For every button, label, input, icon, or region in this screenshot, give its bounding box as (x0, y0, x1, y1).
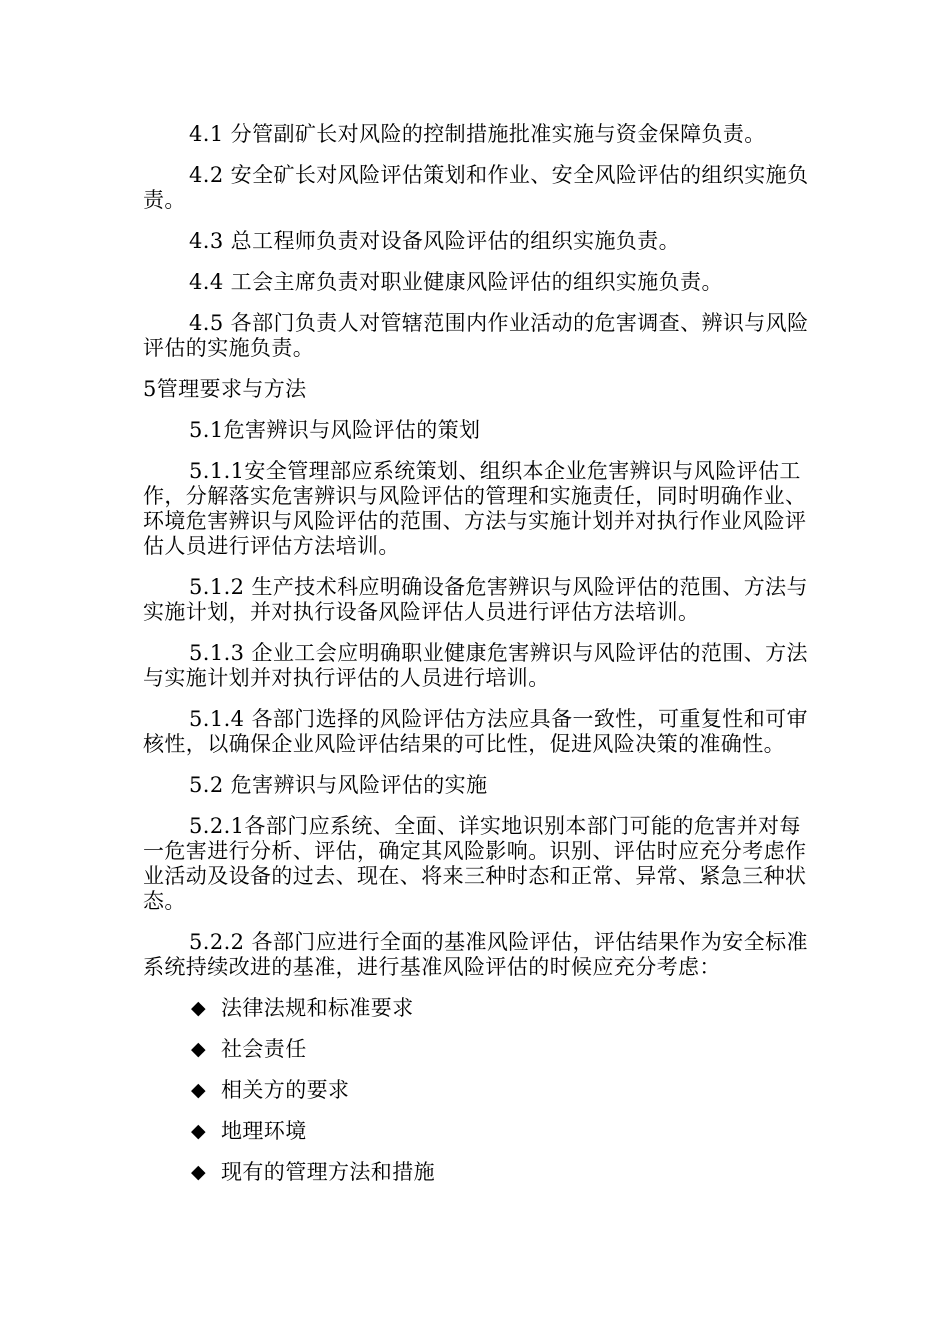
sub-heading-5-1: 5.1危害辨识与风险评估的策划 (189, 418, 481, 442)
paragraph-4-4: 4.4 工会主席负责对职业健康风险评估的组织实施负责。 (189, 270, 723, 294)
paragraph-5-1-3: 5.1.3 企业工会应明确职业健康危害辨识与风险评估的范围、方法与实施计划并对执行评估的人员进行培训。 (143, 641, 808, 690)
diamond-bullet-icon: ◆ (191, 997, 207, 1019)
diamond-bullet-icon: ◆ (191, 1079, 207, 1101)
paragraph-5-2-1: 5.2.1各部门应系统、全面、详实地识别本部门可能的危害并对每一危害进行分析、评估，确定其风险影响。识别、评估时应充分考虑作业活动及设备的过去、现在、将来三种时态和正常、异常、紧急三种状态。 (143, 814, 807, 913)
diamond-bullet-icon: ◆ (191, 1120, 207, 1142)
list-item (143, 1119, 810, 1144)
section-heading-5: 5管理要求与方法 (143, 377, 307, 401)
consideration-list (143, 996, 810, 1185)
paragraph-5-2-2: 5.2.2 各部门应进行全面的基准风险评估，评估结果作为安全标准系统持续改进的基准，进行基准风险评估的时候应充分考虑： (143, 930, 808, 979)
list-item-text: 相关方的要求 (221, 1078, 350, 1102)
list-item (143, 996, 810, 1021)
document-body (143, 122, 810, 1201)
diamond-bullet-icon: ◆ (191, 1038, 207, 1060)
paragraph-5-1-1: 5.1.1安全管理部应系统策划、组织本企业危害辨识与风险评估工作，分解落实危害辨识与风险评估的管理和实施责任，同时明确作业、环境危害辨识与风险评估的范围、方法与实施计划并对执行作业风险评估人员进行评估方法培训。 (143, 459, 807, 558)
list-item (143, 1078, 810, 1103)
list-item (143, 1037, 810, 1062)
paragraph-5-1-4: 5.1.4 各部门选择的风险评估方法应具备一致性，可重复性和可审核性，以确保企业风险评估结果的可比性，促进风险决策的准确性。 (143, 707, 808, 756)
paragraph-4-2: 4.2 安全矿长对风险评估策划和作业、安全风险评估的组织实施负责。 (143, 163, 809, 212)
list-item-text: 现有的管理方法和措施 (221, 1160, 435, 1184)
list-item-text: 法律法规和标准要求 (221, 996, 414, 1020)
paragraph-5-1-2: 5.1.2 生产技术科应明确设备危害辨识与风险评估的范围、方法与实施计划，并对执行设备风险评估人员进行评估方法培训。 (143, 575, 808, 624)
list-item-text: 地理环境 (221, 1119, 307, 1143)
sub-heading-5-2: 5.2 危害辨识与风险评估的实施 (189, 773, 488, 797)
paragraph-4-1: 4.1 分管副矿长对风险的控制措施批准实施与资金保障负责。 (189, 122, 766, 146)
paragraph-4-5: 4.5 各部门负责人对管辖范围内作业活动的危害调查、辨识与风险评估的实施负责。 (143, 311, 809, 360)
list-item-text: 社会责任 (221, 1037, 307, 1061)
list-item (143, 1160, 810, 1185)
paragraph-4-3: 4.3 总工程师负责对设备风险评估的组织实施负责。 (189, 229, 681, 253)
diamond-bullet-icon: ◆ (191, 1161, 207, 1183)
